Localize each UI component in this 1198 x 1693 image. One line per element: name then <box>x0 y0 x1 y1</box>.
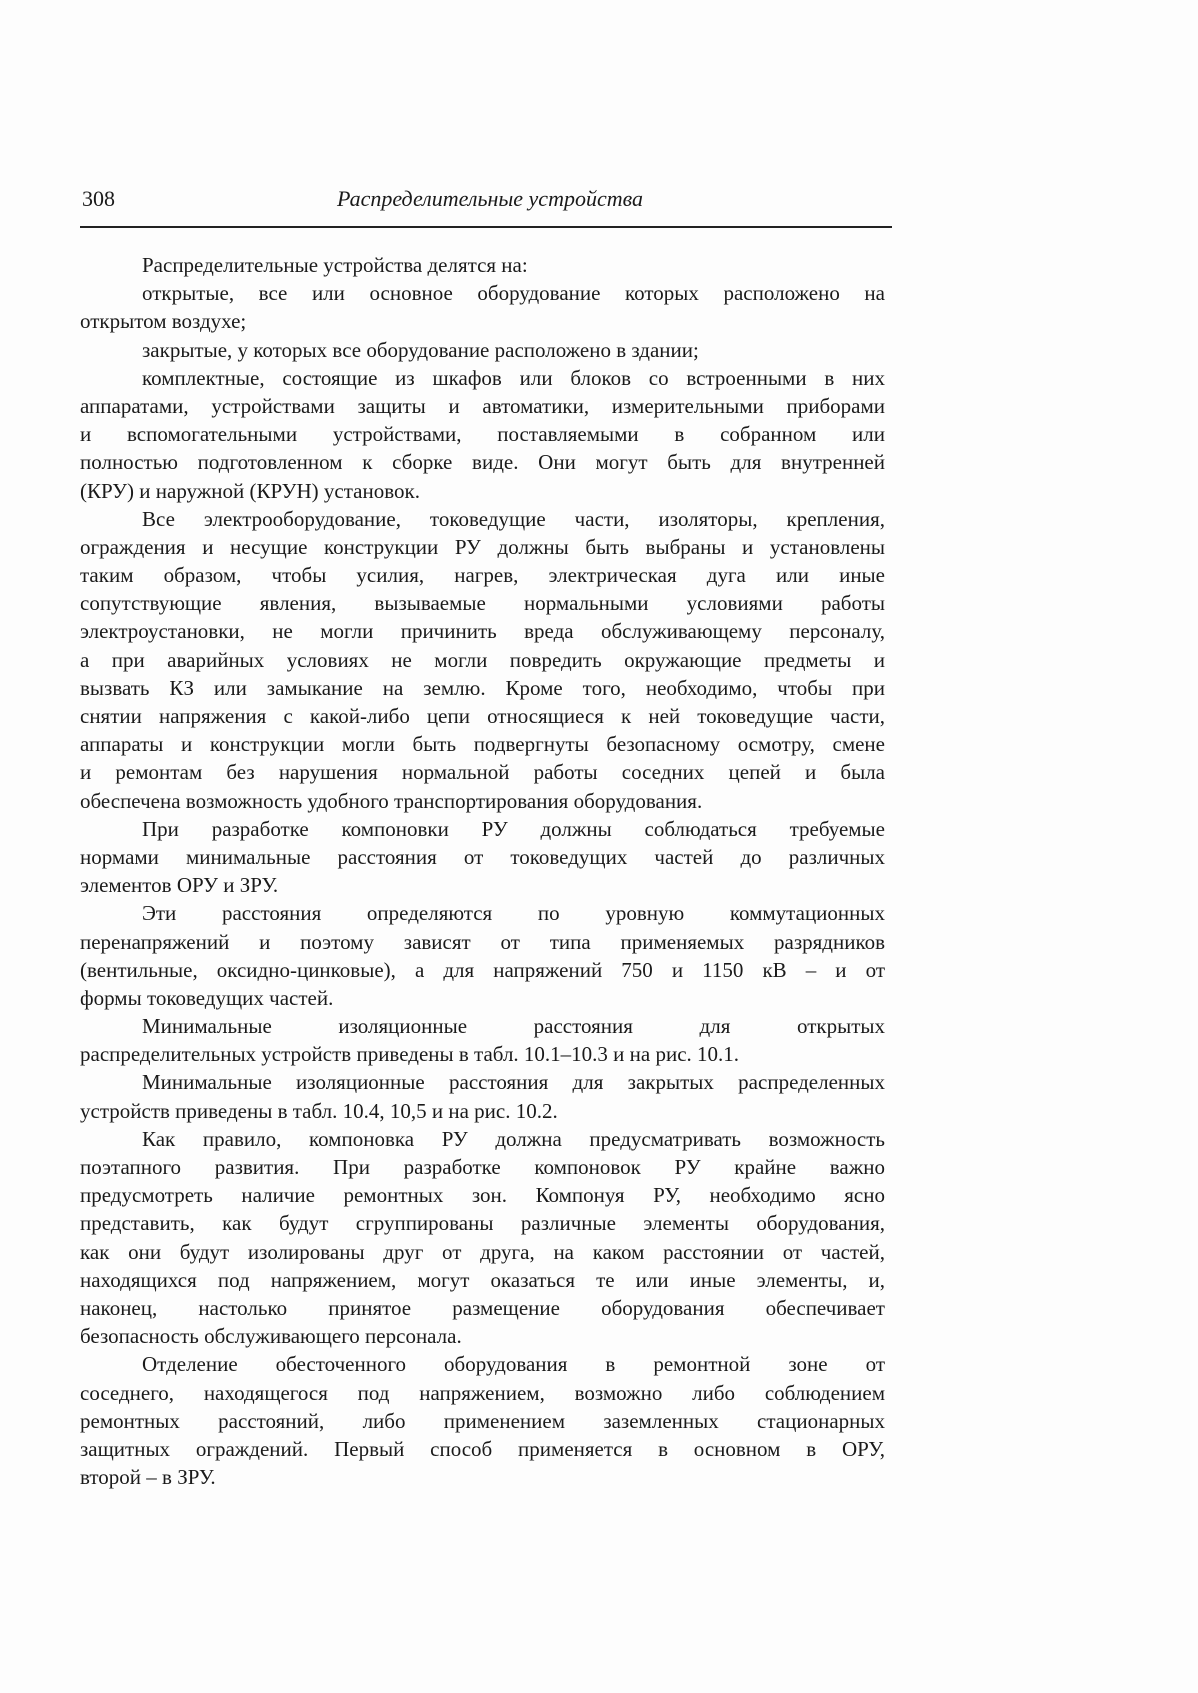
page-number: 308 <box>82 186 115 211</box>
text-line: ремонтных расстояний, либо применением заземленных стационарных <box>80 1408 885 1433</box>
text-line: как они будут изолированы друг от друга, на каком расстоянии от частей, <box>80 1239 885 1264</box>
text-line: открытые, все или основное оборудование которых расположено на <box>142 281 885 306</box>
text-line: Эти расстояния определяются по уровную коммутационных <box>142 901 885 926</box>
text-line: Минимальные изоляционные расстояния для открытых <box>142 1014 885 1039</box>
text-line: Все электрооборудование, токоведущие части, изоляторы, крепления, <box>142 506 885 531</box>
text-line: электроустановки, не могли причинить вреда обслуживающему персоналу, <box>80 619 885 644</box>
text-line: полностью подготовленном к сборке виде. Они могут быть для внутренней <box>80 450 885 475</box>
text-line: а при аварийных условиях не могли повредить окружающие предметы и <box>80 647 885 672</box>
text-line: нормами минимальные расстояния от токоведущих частей до различных <box>80 844 885 869</box>
text-line: Распределительные устройства делятся на: <box>142 253 528 277</box>
text-line: наконец, настолько принятое размещение оборудования обеспечивает <box>80 1295 885 1320</box>
text-line: аппараты и конструкции могли быть подвергнуты безопасному осмотру, смене <box>80 732 885 757</box>
text-line: элементов ОРУ и ЗРУ. <box>80 873 279 898</box>
text-line: защитных ограждений. Первый способ применяется в основном в ОРУ, <box>80 1436 885 1461</box>
text-line: представить, как будут сгруппированы различные элементы оборудования, <box>80 1211 885 1236</box>
text-line: открытом воздухе; <box>80 309 247 334</box>
text-line: поэтапного развития. При разработке компоновок РУ крайне важно <box>80 1155 885 1179</box>
text-line: перенапряжений и поэтому зависят от типа применяемых разрядников <box>80 929 885 954</box>
text-line: устройств приведены в табл. 10.4, 10,5 и на рис. 10.2. <box>80 1098 558 1123</box>
text-line: комплектные, состоящие из шкафов или блоков со встроенными в них <box>142 365 885 390</box>
text-line: ограждения и несущие конструкции РУ должны быть выбраны и установлены <box>80 534 885 559</box>
text-line: Как правило, компоновка РУ должна предусматривать возможность <box>142 1126 885 1151</box>
running-title: Распределительные устройства <box>336 186 644 211</box>
header-rule <box>80 226 892 228</box>
text-line: соседнего, находящегося под напряжением, возможно либо соблюдением <box>80 1380 885 1405</box>
text-line: (КРУ) и наружной (КРУН) установок. <box>80 478 420 503</box>
text-line: Минимальные изоляционные расстояния для закрытых распределенных <box>142 1070 885 1095</box>
text-line: сопутствующие явления, вызываемые нормальными условиями работы <box>80 591 885 616</box>
text-line: второй – в ЗРУ. <box>80 1465 216 1490</box>
text-line: безопасность обслуживающего персонала. <box>80 1324 462 1349</box>
text-line: распределительных устройств приведены в табл. 10.1–10.3 и на рис. 10.1. <box>80 1042 740 1067</box>
body-text <box>80 251 885 1491</box>
text-line: обеспечена возможность удобного транспортирования оборудования. <box>80 788 703 813</box>
text-line: закрытые, у которых все оборудование расположено в здании; <box>142 337 699 362</box>
text-line: предусмотреть наличие ремонтных зон. Компонуя РУ, необходимо ясно <box>80 1183 885 1208</box>
text-line: находящихся под напряжением, могут оказаться те или иные элементы, и, <box>80 1267 885 1292</box>
text-line: и ремонтам без нарушения нормальной работы соседних цепей и была <box>80 760 885 785</box>
text-line: аппаратами, устройствами защиты и автоматики, измерительными приборами <box>80 393 885 418</box>
text-line: вызвать КЗ или замыкание на землю. Кроме того, необходимо, чтобы при <box>80 675 885 700</box>
text-line: и вспомогательными устройствами, поставляемыми в собранном или <box>80 422 885 447</box>
text-line: формы токоведущих частей. <box>80 985 334 1010</box>
text-line: Отделение обесточенного оборудования в ремонтной зоне от <box>142 1352 885 1377</box>
text-line: При разработке компоновки РУ должны соблюдаться требуемые <box>142 816 885 841</box>
text-line: снятии напряжения с какой-либо цепи относящиеся к ней токоведущие части, <box>80 704 885 728</box>
text-line: (вентильные, оксидно-цинковые), а для напряжений 750 и 1150 кВ – и от <box>80 957 885 982</box>
text-line: таким образом, чтобы усилия, нагрев, электрическая дуга или иные <box>80 563 885 588</box>
